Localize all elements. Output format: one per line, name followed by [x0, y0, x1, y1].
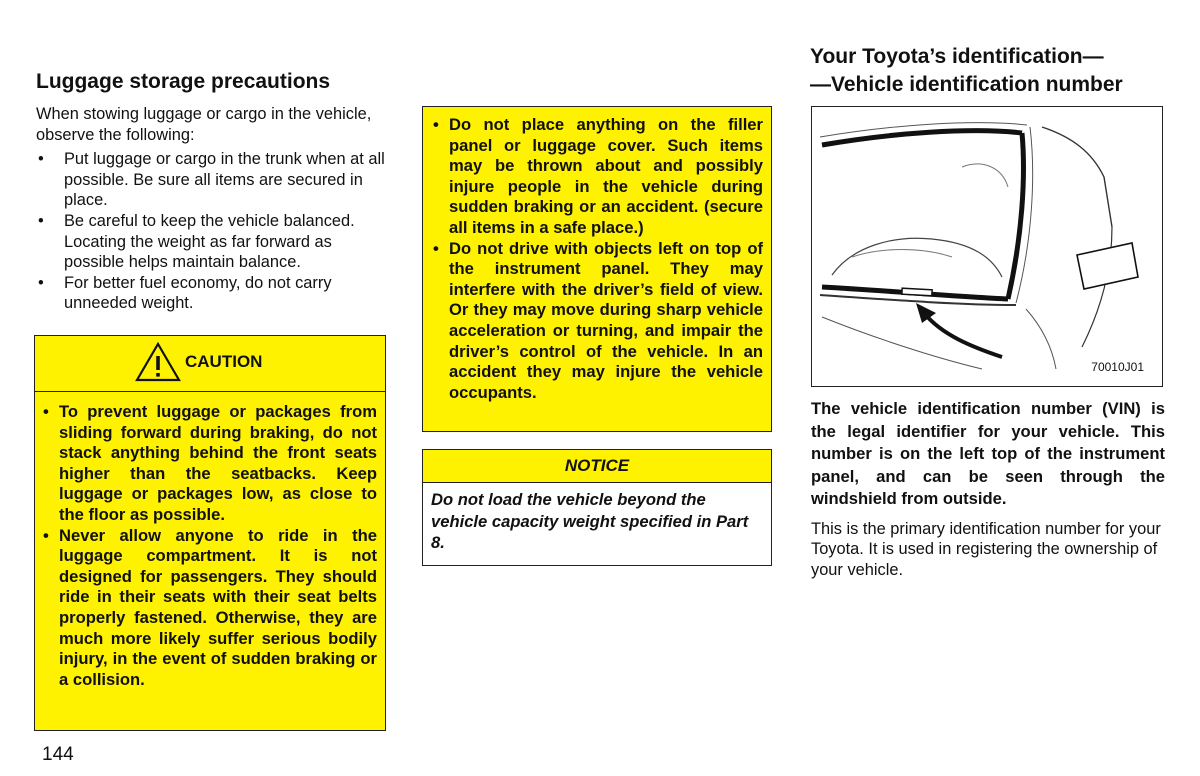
vin-heading-line2: —Vehicle identification number: [810, 73, 1123, 96]
list-item: • Put luggage or cargo in the trunk when at all possible. Be sure all items are secured in place.: [36, 149, 388, 211]
list-item: • Do not drive with objects left on top of the instrument panel. They may interfere with the driver’s field of view. Or they may move during sharp vehicle acceleration or turning, and impair the driver’s control of the vehicle. In an accident they may injure the vehicle occupants.: [431, 239, 763, 404]
right-text: [811, 398, 1165, 580]
vin-description: This is the primary identification number for your Toyota. It is used in registering the ownership of your vehicle.: [811, 519, 1161, 579]
vin-description-bold: The vehicle identification number (VIN) is the legal identifier for your vehicle. This number is on the left top of the instrument panel, and can be seen through the windshield from outside.: [811, 399, 1165, 508]
notice-header: NOTICE: [423, 450, 771, 483]
vin-figure: [811, 106, 1163, 387]
list-item: • For better fuel economy, do not carry unneeded weight.: [36, 273, 388, 314]
notice-box: [422, 449, 772, 566]
caution-list-middle: [423, 107, 771, 403]
luggage-intro: When stowing luggage or cargo in the vehicle, observe the following:: [36, 105, 372, 144]
list-item: • To prevent luggage or packages from sliding forward during braking, do not stack anything behind the front seats higher than the seatbacks. Keep luggage or packages low, as close to the floor as possible.: [41, 402, 377, 526]
vin-heading-line1: Your Toyota’s identification—: [810, 45, 1104, 68]
luggage-bullet-list: [36, 149, 388, 314]
caution-box-middle: [422, 106, 772, 432]
page-number: 144: [42, 744, 74, 765]
list-item: • Never allow anyone to ride in the luggage compartment. It is not designed for passengers. They should ride in their seats with their seat belts properly fastened. Otherwise, they are much more likely suffer serious bodily injury, in the event of sudden braking or a collision.: [41, 526, 377, 691]
figure-code: 70010J01: [1091, 360, 1144, 374]
left-column: [36, 68, 388, 314]
caution-box-left: [34, 335, 386, 731]
right-heading: [810, 43, 1170, 99]
caution-header: [35, 336, 385, 392]
caution-label: CAUTION: [185, 352, 263, 371]
list-item: • Be careful to keep the vehicle balanced. Locating the weight as far forward as possible helps maintain balance.: [36, 211, 388, 273]
notice-text: Do not load the vehicle beyond the vehicle capacity weight specified in Part 8.: [431, 490, 749, 552]
list-item: • Do not place anything on the filler panel or luggage cover. Such items may be thrown about and possibly injure people in the vehicle during sudden braking or an accident. (secure all items in a safe place.): [431, 115, 763, 239]
windshield-illustration: [812, 107, 1162, 386]
luggage-heading: Luggage storage precautions: [36, 70, 331, 93]
warning-triangle-icon: [135, 342, 181, 382]
caution-list-left: [35, 392, 385, 690]
